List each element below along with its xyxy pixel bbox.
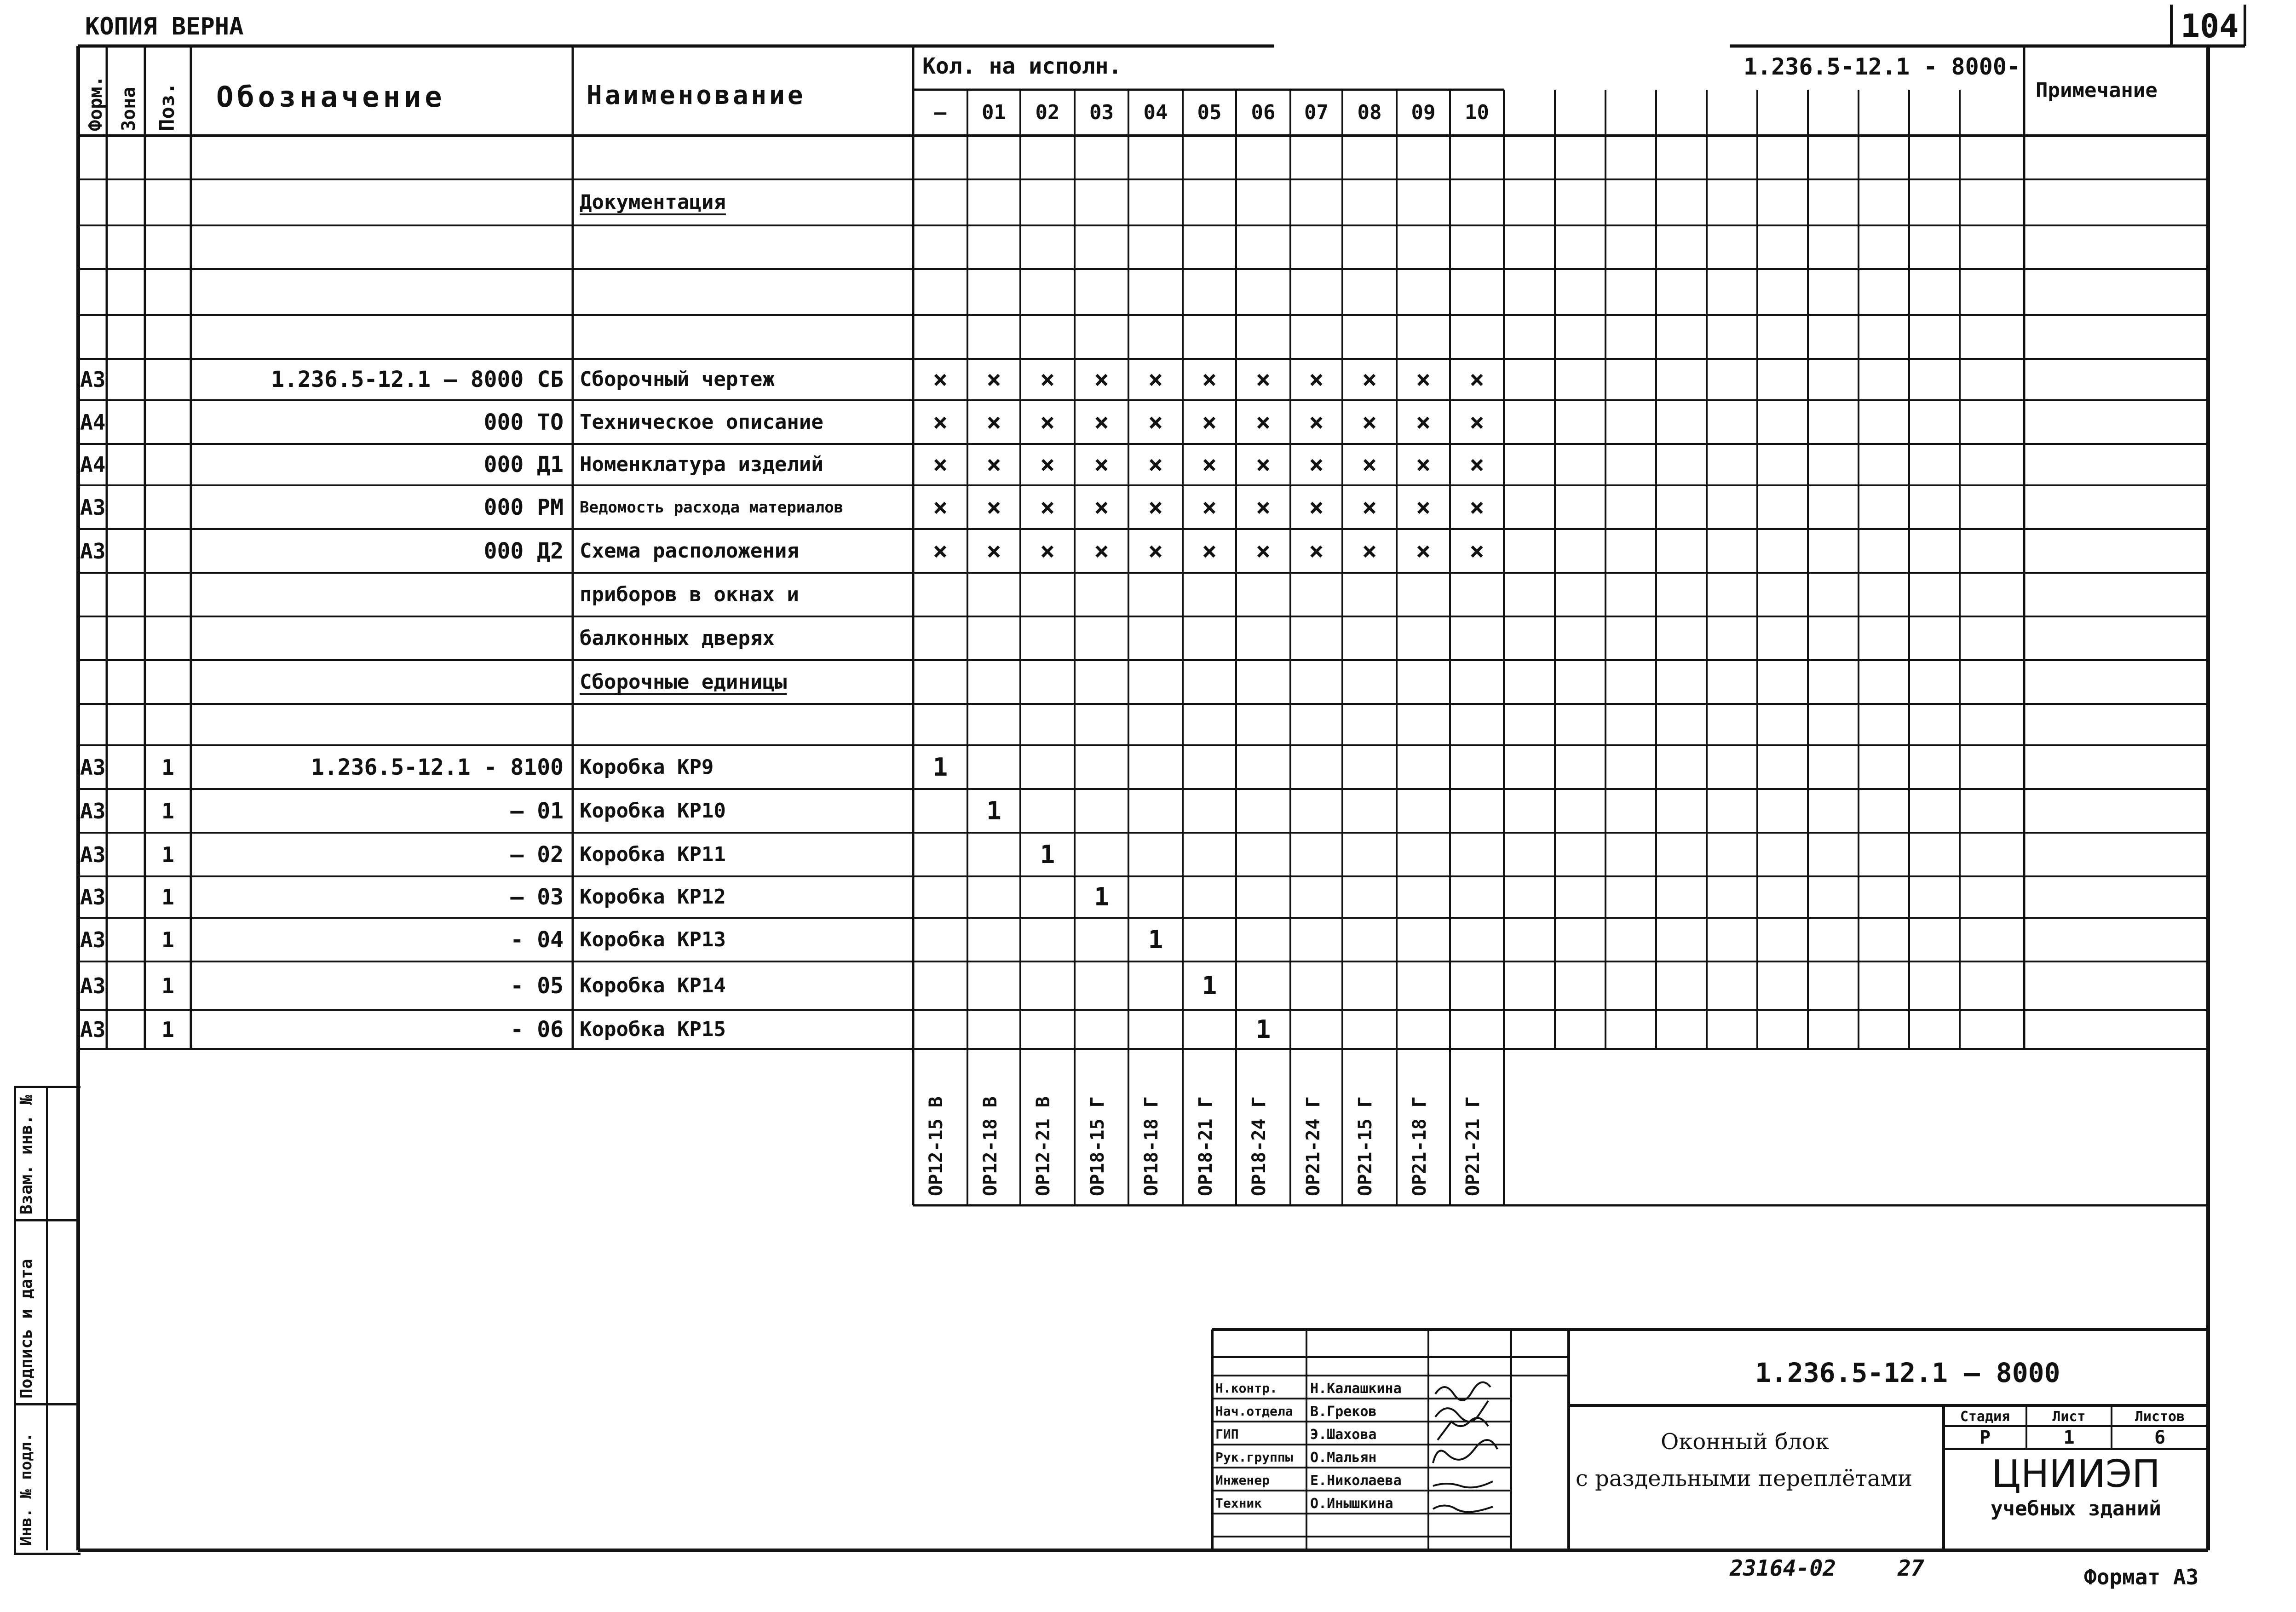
side-stamp-label-1: Инв. № подл. [17,1433,35,1546]
signature-name: О.Мальян [1310,1450,1377,1466]
row-designation: 1.236.5-12.1 - 8100 [311,754,564,780]
row-mark: × [1094,407,1109,437]
sheets-value: 6 [2154,1427,2166,1448]
row-designation: - 05 [510,973,564,999]
row-mark: × [1148,365,1163,394]
row-mark: 1 [986,796,1001,825]
row-mark: × [932,492,948,522]
row-mark: 1 [1255,1014,1271,1044]
column-zone-header: Зона [118,86,139,131]
row-name: Коробка КР12 [580,885,726,909]
column-format-header: Форм. [85,75,106,131]
window-type-label-7: ОР21-24 Г [1303,1096,1324,1196]
row-mark: × [1255,450,1271,479]
side-stamp-label-3: Взам. инв. № [17,1094,36,1215]
row-format: А3 [80,973,106,998]
stage-label: Стадия [1960,1409,2010,1425]
variant-header-0: — [934,101,947,124]
row-position: 1 [161,754,174,780]
row-mark: × [1469,407,1485,437]
row-designation: 000 Д2 [483,538,564,564]
signature-role: Техник [1215,1496,1262,1511]
window-type-label-1: ОР12-18 В [980,1096,1001,1196]
row-format: А3 [80,538,106,564]
row-format: А4 [80,452,106,477]
column-name-header: Наименование [587,81,806,110]
row-mark: × [1469,450,1485,479]
window-type-label-5: ОР18-21 Г [1195,1096,1216,1196]
row-mark: × [1469,492,1485,522]
signature-role: Н.контр. [1215,1381,1277,1396]
title-block-title-line1: Оконный блок [1661,1429,1829,1455]
signature-name: Н.Калашкина [1310,1381,1402,1397]
row-mark: × [1148,536,1163,565]
row-mark: × [1416,536,1431,565]
row-mark: × [932,536,948,565]
row-designation: - 06 [510,1016,564,1042]
row-designation: 000 ТО [483,409,564,435]
row-mark: × [1469,365,1485,394]
variant-header-6: 06 [1251,101,1276,124]
row-name: Коробка КР11 [580,842,726,866]
row-mark: × [1040,450,1055,479]
sheets-label: Листов [2135,1409,2185,1425]
row-mark: × [932,450,948,479]
row-name: Документация [580,190,726,214]
row-designation: 1.236.5-12.1 – 8000 СБ [271,367,564,392]
row-name: Ведомость расхода материалов [580,498,844,517]
window-type-label-4: ОР18-18 Г [1141,1096,1162,1196]
variant-header-7: 07 [1304,101,1329,124]
signature-name: В.Греков [1310,1404,1377,1420]
signature-role: ГИП [1215,1427,1239,1442]
row-mark: × [986,536,1001,565]
variant-header-2: 02 [1035,101,1060,124]
variant-header-5: 05 [1197,101,1222,124]
row-position: 1 [161,842,174,867]
row-format: А3 [80,885,106,910]
row-position: 1 [161,927,174,952]
window-type-label-9: ОР21-18 Г [1409,1096,1430,1196]
column-designation-header: Обозначение [216,80,446,114]
row-mark: × [986,407,1001,437]
row-mark: × [1148,492,1163,522]
row-designation: – 03 [510,884,564,910]
row-mark: × [1202,450,1217,479]
remark-header: Примечание [2036,79,2158,102]
row-mark: × [1309,492,1324,522]
signature-role: Нач.отдела [1215,1404,1293,1419]
row-name: Коробка КР10 [580,799,726,823]
row-mark: × [1416,407,1431,437]
row-name: балконных дверях [580,626,775,650]
row-mark: × [1255,536,1271,565]
row-format: А3 [80,927,106,952]
row-mark: × [1362,365,1377,394]
window-type-label-6: ОР18-24 Г [1249,1096,1270,1196]
row-mark: 1 [1202,971,1217,1000]
row-mark: × [1255,407,1271,437]
row-name: Сборочный чертеж [580,368,775,391]
signature-scribbles [1433,1382,1497,1512]
row-mark: × [1362,536,1377,565]
window-type-label-10: ОР21-21 Г [1462,1096,1484,1196]
archive-number: 23164-02 [1730,1555,1836,1581]
row-designation: 000 Д1 [483,452,564,478]
variant-header-8: 08 [1357,101,1382,124]
row-mark: 1 [1040,840,1055,869]
row-name: Коробка КР9 [580,755,714,779]
row-mark: × [1202,536,1217,565]
row-position: 1 [161,798,174,823]
row-mark: 1 [932,752,948,782]
row-mark: × [1040,536,1055,565]
row-name: Схема расположения [580,539,799,563]
signature-role: Рук.группы [1215,1450,1293,1465]
row-mark: × [1040,492,1055,522]
organization-subtitle: учебных зданий [1991,1497,2161,1520]
row-mark: × [1362,407,1377,437]
signature-name: Э.Шахова [1310,1427,1377,1443]
stage-value: Р [1979,1427,1991,1448]
row-format: А3 [80,1017,106,1042]
row-name: Коробка КР13 [580,927,726,951]
variant-header-3: 03 [1089,101,1114,124]
title-block-title-line2: с раздельными переплётами [1576,1466,1912,1491]
row-name: Техническое описание [580,410,823,434]
page-number: 27 [1898,1555,1924,1581]
variant-header-9: 09 [1411,101,1436,124]
row-name: Номенклатура изделий [580,453,823,476]
row-mark: × [1309,450,1324,479]
row-mark: × [1255,492,1271,522]
row-format: А3 [80,495,106,520]
row-name: Сборочные единицы [580,670,787,694]
row-format: А3 [80,367,106,392]
row-mark: × [986,450,1001,479]
row-mark: × [1040,365,1055,394]
variant-header-1: 01 [982,101,1006,124]
signature-name: О.Инышкина [1310,1496,1393,1512]
row-mark: × [986,492,1001,522]
row-mark: × [1416,450,1431,479]
row-mark: × [1309,365,1324,394]
row-mark: × [932,365,948,394]
row-format: А3 [80,754,106,780]
row-mark: × [1469,536,1485,565]
row-name: приборов в окнах и [580,582,799,606]
row-mark: × [1094,365,1109,394]
row-position: 1 [161,1017,174,1042]
row-mark: × [1255,365,1271,394]
sheet-value: 1 [2063,1427,2075,1448]
row-mark: × [1309,407,1324,437]
row-designation: - 04 [510,927,564,953]
side-stamp-label-2: Подпись и дата [17,1259,36,1399]
row-mark: × [1202,365,1217,394]
window-type-label-0: ОР12-15 В [926,1096,947,1196]
row-name: Коробка КР15 [580,1017,726,1041]
row-mark: × [1416,492,1431,522]
row-mark: × [1416,365,1431,394]
row-format: А4 [80,409,106,435]
row-mark: × [1202,407,1217,437]
row-designation: 000 РМ [483,494,564,520]
qty-header: Кол. на исполн. [922,53,1122,79]
row-mark: × [986,365,1001,394]
format-label: Формат А3 [2084,1565,2199,1589]
row-position: 1 [161,885,174,910]
row-mark: 1 [1148,925,1163,954]
row-mark: × [1094,536,1109,565]
row-mark: × [1362,450,1377,479]
variant-header-4: 04 [1143,101,1168,124]
window-type-label-8: ОР21-15 Г [1355,1096,1376,1196]
row-mark: × [932,407,948,437]
row-mark: × [1202,492,1217,522]
sheet-number: 104 [2181,7,2239,45]
header-doc-code: 1.236.5-12.1 - 8000- [1744,53,2021,80]
row-mark: × [1148,407,1163,437]
column-position-header: Поз. [155,82,179,131]
row-format: А3 [80,798,106,823]
row-designation: – 02 [510,841,564,868]
row-mark: × [1309,536,1324,565]
row-mark: × [1040,407,1055,437]
copy-note: КОПИЯ ВЕРНА [85,13,244,40]
window-type-label-2: ОР12-21 В [1033,1096,1054,1196]
signature-role: Инженер [1215,1473,1270,1488]
row-mark: × [1362,492,1377,522]
organization-name: ЦНИИЭП [1991,1452,2160,1496]
row-mark: × [1094,450,1109,479]
row-format: А3 [80,842,106,867]
row-name: Коробка КР14 [580,973,726,997]
row-mark: × [1094,492,1109,522]
sheet-label: Лист [2052,1409,2086,1425]
row-position: 1 [161,973,174,998]
window-type-label-3: ОР18-15 Г [1087,1096,1108,1196]
title-block-doc-code: 1.236.5-12.1 – 8000 [1755,1357,2060,1388]
row-designation: – 01 [510,798,564,824]
row-mark: 1 [1094,882,1109,911]
row-mark: × [1148,450,1163,479]
signature-name: Е.Николаева [1310,1473,1402,1489]
variant-header-10: 10 [1465,101,1489,124]
